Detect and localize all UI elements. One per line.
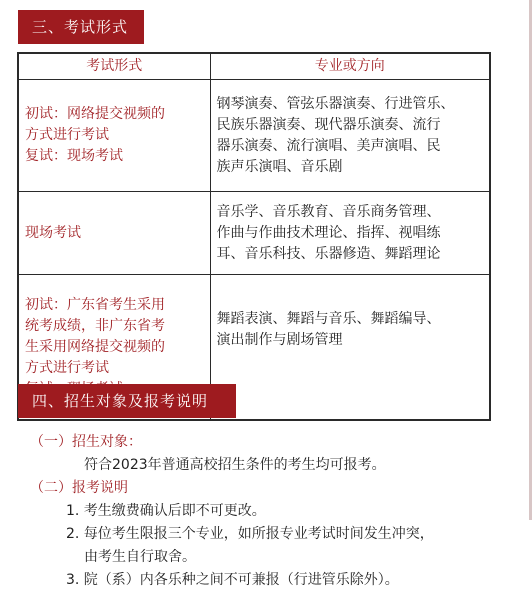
cell-line: 音乐学、音乐教育、音乐商务管理、 [216,203,441,220]
exam-form-cell [18,80,210,192]
cell-line: 方式进行考试 [25,127,109,143]
header-exam-form: 考试形式 [18,53,210,80]
cell-line: 初试：广东省考生采用 [25,296,165,313]
subsection-2-heading [30,478,128,498]
major-cell [210,192,490,275]
cell-line: 生采用网络提交视频的 [25,338,165,355]
cell-line: 耳、音乐科技、乐器修造、舞蹈理论 [216,245,441,262]
note-item-3: 3. 院（系）内各乐种之间不可兼报（行进管乐除外）。 [66,572,399,588]
subsection-number: （一） [30,434,72,450]
table-row [18,192,490,275]
cell-line: 方式进行考试 [25,359,109,376]
cell-line: 族声乐演唱、音乐剧 [216,158,343,175]
cell-line: 作曲与作曲技术理论、指挥、视唱练 [216,224,441,241]
cell-line: 复试：现场考试 [25,148,123,164]
subsection-1-heading [30,432,142,452]
table-row [18,80,490,192]
section-4-title: 四、招生对象及报考说明 [18,384,236,418]
table-header-row [18,53,490,80]
subsection-title: 招生对象： [72,434,142,450]
subsection-number: （二） [30,480,72,496]
cell-line: 器乐演奏、流行演唱、美声演唱、民 [216,137,441,154]
cell-line: 钢琴演奏、管弦乐器演奏、行进管乐、 [216,95,455,112]
subsection-title: 报考说明 [72,480,128,496]
note-item-1: 1. 考生缴费确认后即不可更改。 [66,503,266,519]
section-3-title: 三、考试形式 [18,10,144,44]
major-cell [210,275,490,421]
note-item-2: 2. 每位考生限报三个专业，如所报专业考试时间发生冲突， [66,526,434,542]
cell-line: 初试：网络提交视频的 [25,106,165,122]
cell-line: 现场考试 [25,224,81,241]
cell-line: 演出制作与剧场管理 [216,332,343,348]
cell-line: 民族乐器演奏、现代器乐演奏、流行 [216,116,441,133]
cell-line: 统考成绩，非广东省考 [25,317,165,334]
cell-line: 舞蹈表演、舞蹈与音乐、舞蹈编导、 [216,311,441,327]
eligibility-text: 符合2023年普通高校招生条件的考生均可报考。 [84,457,386,473]
exam-format-table [17,52,491,421]
note-item-2-continued: 由考生自行取舍。 [84,549,196,565]
header-major: 专业或方向 [210,53,490,80]
exam-form-cell [18,192,210,275]
major-cell [210,80,490,192]
